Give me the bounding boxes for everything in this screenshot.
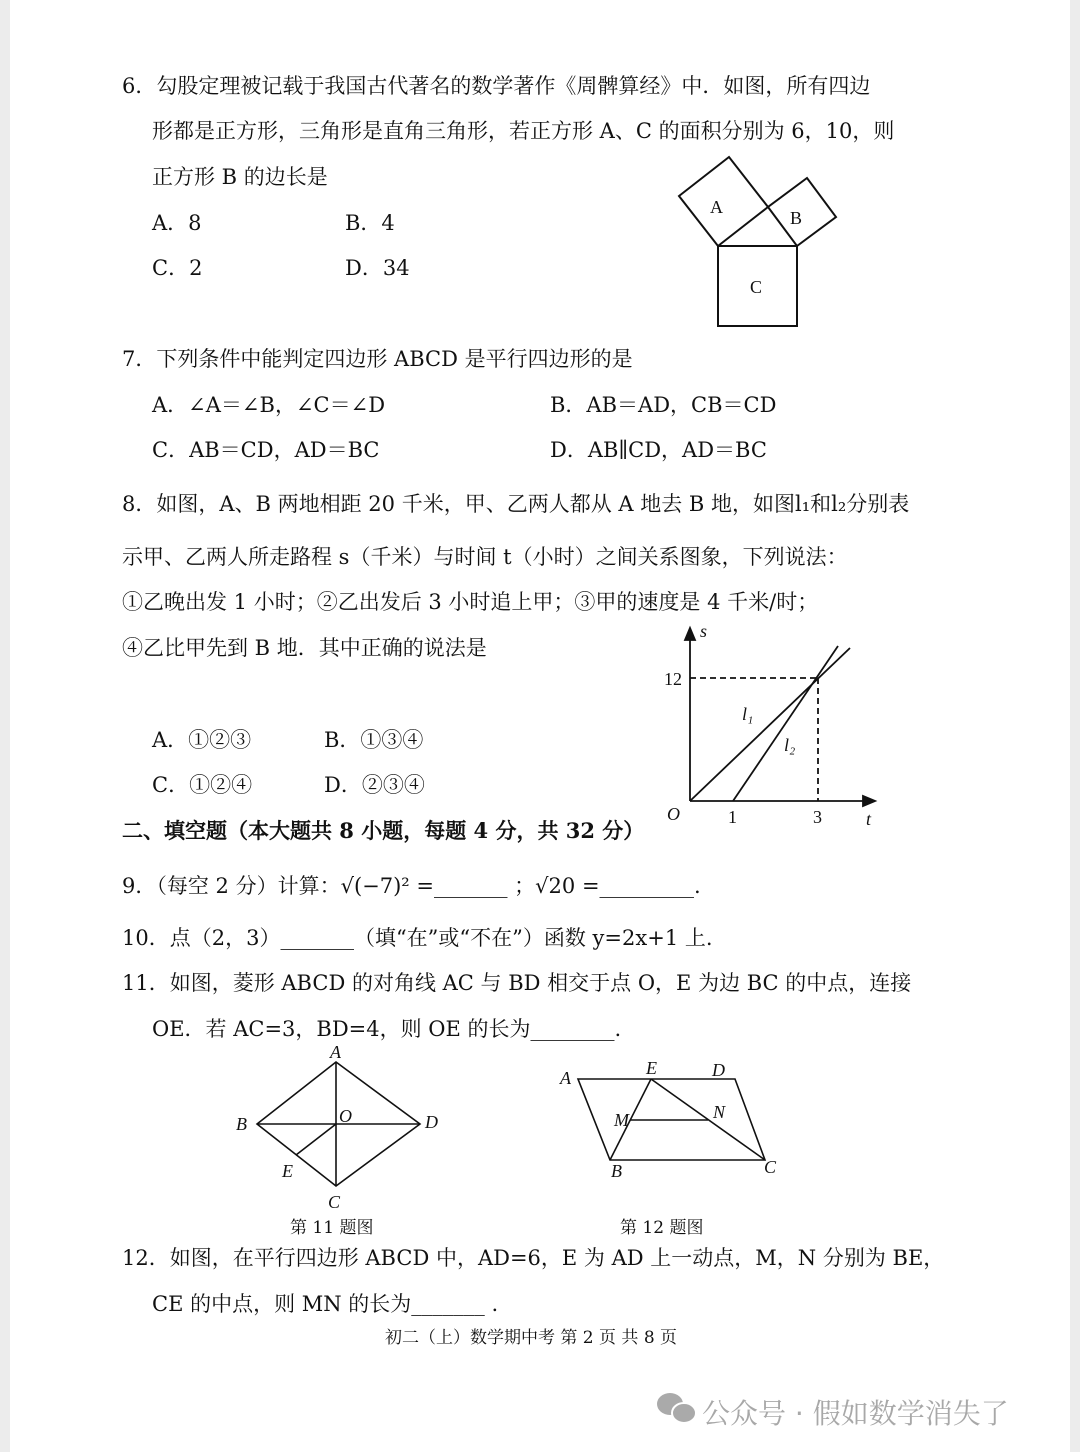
l1-label: l₁ (742, 704, 754, 724)
q6-option-c: C．2 (152, 256, 203, 280)
q7-option-a: A．∠A＝∠B，∠C＝∠D (152, 393, 386, 417)
t-label: t (866, 809, 872, 829)
label-a: A (330, 1042, 341, 1062)
segment-oe (296, 1124, 336, 1155)
page-footer: 初二（上）数学期中考 第 2 页 共 8 页 (385, 1328, 678, 1348)
q12-parallelogram-figure (559, 1058, 777, 1181)
q6-option-d: D．34 (345, 256, 410, 280)
label-d: D (425, 1112, 438, 1132)
q11-rhombus-figure (236, 1042, 438, 1212)
q6-line3: 正方形 B 的边长是 (152, 165, 328, 189)
label-a: A (560, 1068, 571, 1088)
s-arrow-icon (685, 628, 695, 640)
q8-graph (664, 621, 875, 829)
q8-line1: 8．如图，A、B 两地相距 20 千米，甲、乙两人都从 A 地去 B 地，如图l₁和l₂分别表 (122, 492, 910, 516)
label-n: N (713, 1102, 726, 1122)
line-l1 (690, 648, 850, 801)
tick-1: 1 (728, 807, 737, 827)
q12-line2: CE 的中点，则 MN 的长为_______ . (152, 1292, 499, 1316)
label-e: E (646, 1058, 657, 1078)
q7-option-b: B．AB＝AD，CB＝CD (550, 393, 777, 417)
q11-line2: OE．若 AC=3，BD=4，则 OE 的长为________. (152, 1017, 622, 1041)
q9-text: 9．（每空 2 分）计算：√(−7)² =_______ ；√20 =_________. (122, 874, 701, 898)
q8-option-d: D．②③④ (324, 773, 425, 797)
q8-line3: ①乙晚出发 1 小时；②乙出发后 3 小时追上甲；③甲的速度是 4 千米/时； (122, 590, 819, 614)
label-a: A (710, 197, 723, 217)
q10-text: 10．点（2，3）_______（填“在”或“不在”）函数 y=2x+1 上. (122, 926, 713, 950)
q12-line1: 12．如图，在平行四边形 ABCD 中，AD=6，E 为 AD 上一动点，M，N 分别为 BE， (122, 1246, 945, 1270)
q8-line4: ④乙比甲先到 B 地．其中正确的说法是 (122, 636, 487, 660)
q6-option-a: A．8 (152, 211, 202, 235)
watermark-text: 公众号 · 假如数学消失了 (702, 1397, 1009, 1430)
origin-label: O (667, 804, 680, 824)
q6-line2: 形都是正方形，三角形是直角三角形，若正方形 A、C 的面积分别为 6，10，则 (152, 119, 895, 143)
label-o: O (339, 1106, 352, 1126)
label-b: B (790, 208, 803, 228)
square-a (679, 157, 768, 246)
label-e: E (282, 1161, 293, 1181)
tick-12: 12 (664, 669, 682, 689)
q6-option-b: B．4 (345, 211, 395, 235)
q11-line1: 11．如图，菱形 ABCD 的对角线 AC 与 BD 相交于点 O，E 为边 BC 的中点，连接 (122, 971, 912, 995)
q8-option-b: B．①③④ (324, 728, 424, 752)
label-c: C (764, 1157, 777, 1177)
q7-option-d: D．AB∥CD，AD＝BC (550, 438, 767, 462)
q7-line1: 7．下列条件中能判定四边形 ABCD 是平行四边形的是 (122, 347, 633, 371)
label-b: B (236, 1114, 247, 1134)
q11-caption: 第 11 题图 (290, 1218, 374, 1238)
q8-option-c: C．①②④ (152, 773, 253, 797)
t-arrow-icon (863, 796, 875, 806)
wechat-icon (657, 1393, 696, 1423)
q12-caption: 第 12 题图 (620, 1218, 704, 1238)
q7-option-c: C．AB＝CD，AD＝BC (152, 438, 380, 462)
l2-label: l₂ (784, 735, 796, 755)
q8-line2: 示甲、乙两人所走路程 s（千米）与时间 t（小时）之间关系图象，下列说法： (122, 545, 848, 569)
label-c: C (328, 1192, 341, 1212)
tick-3: 3 (813, 807, 822, 827)
label-c: C (750, 277, 763, 297)
q8-option-a: A．①②③ (152, 728, 252, 752)
section-heading: 二、填空题（本大题共 8 小题，每题 4 分，共 32 分） (122, 818, 645, 843)
q6-pythagoras-figure (679, 157, 836, 326)
s-label: s (700, 621, 708, 641)
q6-line1: 6．勾股定理被记载于我国古代著名的数学著作《周髀算经》中．如图，所有四边 (122, 74, 871, 98)
label-m: M (614, 1110, 629, 1130)
label-d: D (712, 1060, 725, 1080)
label-b: B (611, 1161, 622, 1181)
